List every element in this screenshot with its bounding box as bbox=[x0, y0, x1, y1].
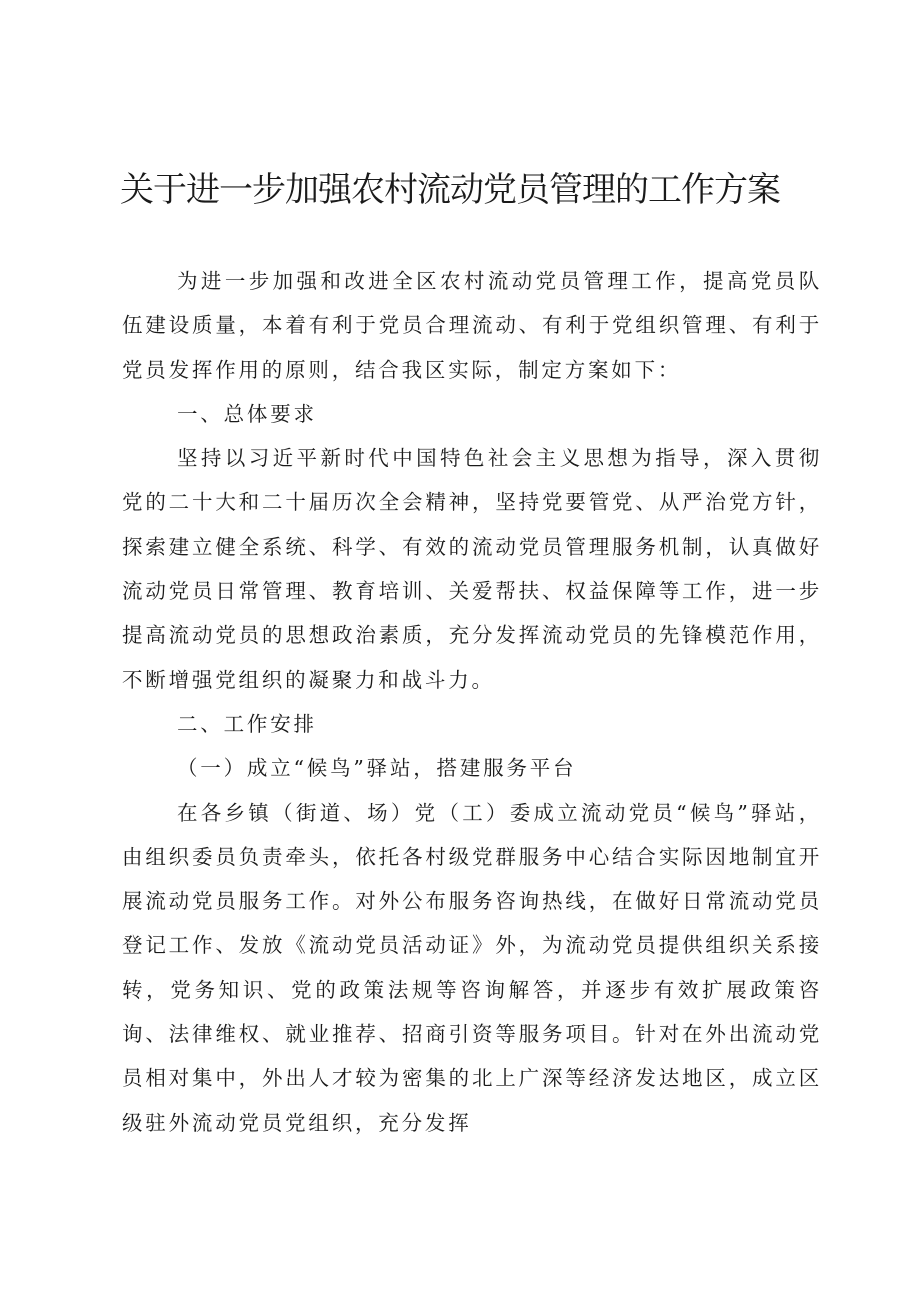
document-body bbox=[122, 259, 822, 1145]
subsection-paragraph-station: 在各乡镇（街道、场）党（工）委成立流动党员“候鸟”驿站，由组织委员负责牵头，依托各村级党群服务中心结合实际因地制宜开展流动党员服务工作。对外公布服务咨询热线，在做好日常流动党员登记工作、发放《流动党员活动证》外，为流动党员提供组织关系接转，党务知识、党的政策法规等咨询解答，并逐步有效扩展政策咨询、法律维权、就业推荐、招商引资等服务项目。针对在外出流动党员相对集中，外出人才较为密集的北上广深等经济发达地区，成立区级驻外流动党员党组织，充分发挥 bbox=[122, 800, 822, 1135]
document-title: 关于进一步加强农村流动党员管理的工作方案 bbox=[120, 170, 780, 210]
section-heading-general-requirements: 一、总体要求 bbox=[177, 401, 317, 426]
section-paragraph-general-requirements: 坚持以习近平新时代中国特色社会主义思想为指导，深入贯彻党的二十大和二十届历次全会精神，坚持党要管党、从严治党方针，探索建立健全系统、科学、有效的流动党员管理服务机制，认真做好流动党员日常管理、教育培训、关爱帮扶、权益保障等工作，进一步提高流动党员的思想政治素质，充分发挥流动党员的先锋模范作用，不断增强党组织的凝聚力和战斗力。 bbox=[122, 446, 822, 692]
subsection-heading-station: （一）成立“候鸟”驿站，搭建服务平台 bbox=[177, 756, 577, 781]
intro-paragraph: 为进一步加强和改进全区农村流动党员管理工作，提高党员队伍建设质量，本着有利于党员合理流动、有利于党组织管理、有利于党员发挥作用的原则，结合我区实际，制定方案如下： bbox=[122, 269, 822, 382]
section-heading-work-arrangements: 二、工作安排 bbox=[177, 711, 317, 736]
